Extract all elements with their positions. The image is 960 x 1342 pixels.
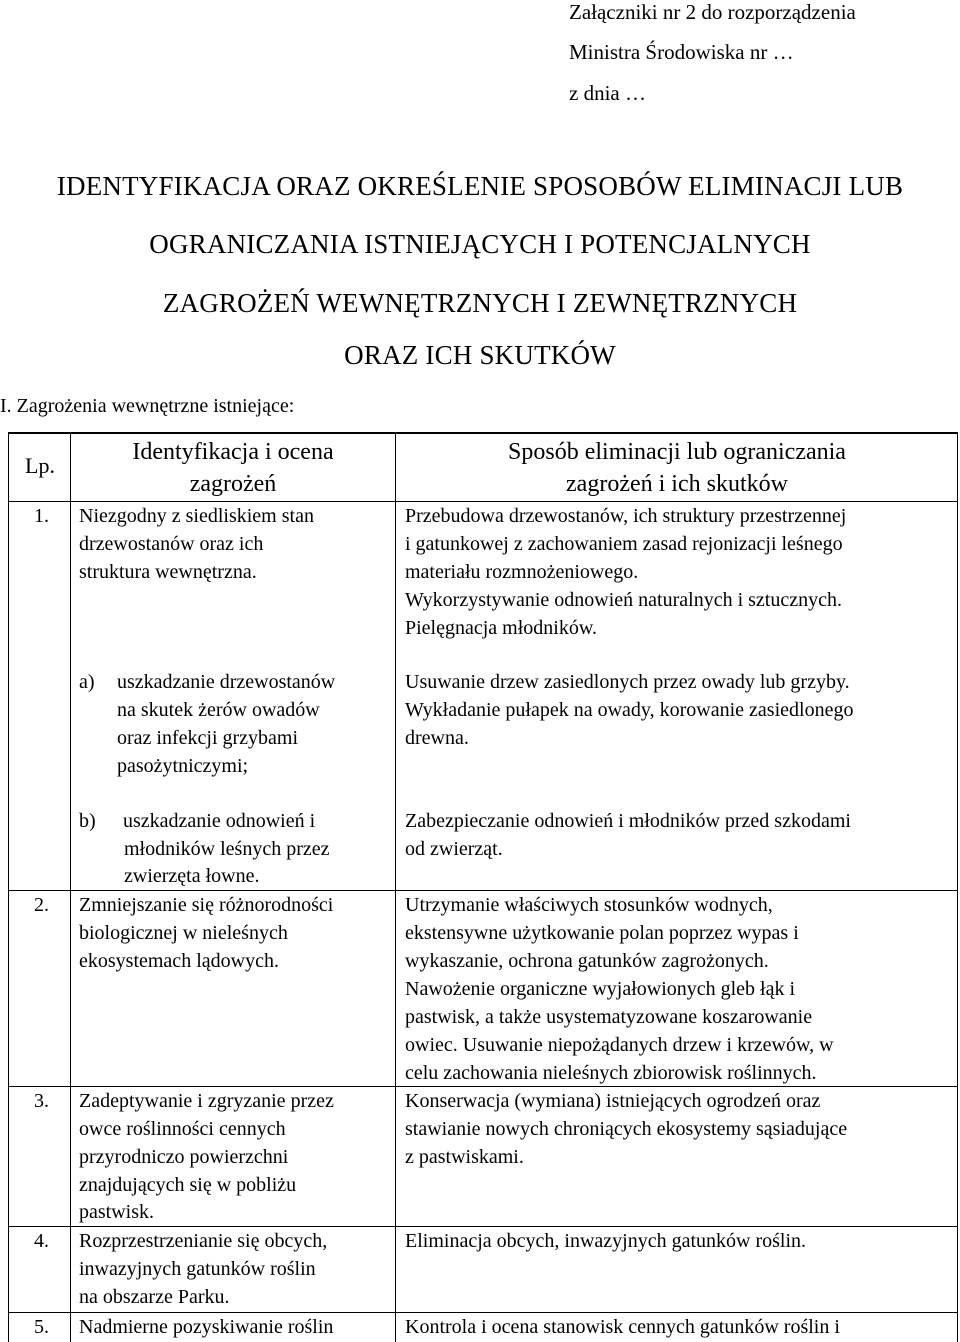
column-header-threat [72, 436, 394, 500]
row-1-number: 1. [34, 505, 49, 527]
title-line-4: ORAZ ICH SKUTKÓW [344, 340, 616, 370]
column-header-lp: Lp. [25, 453, 55, 478]
column-header-threat-line-2: zagrożeń [189, 471, 277, 497]
row-1-measure-line: Wykorzystywanie odnowień naturalnych i sztucznych. [405, 589, 842, 611]
row-3-threat-line: znajdujących się w pobliżu [79, 1174, 297, 1196]
column-header-measure-line-2: zagrożeń i ich skutków [566, 471, 788, 497]
row-2-measure-line: pastwisk, a także usystematyzowane koszarowanie [405, 1006, 813, 1028]
row-3-threat-line: owce roślinności cennych [79, 1118, 286, 1140]
row-4-measure [405, 1227, 806, 1255]
row-1-measure [405, 502, 846, 642]
row-1a-measure-line: Wykładanie pułapek na owady, korowanie zasiedlonego [405, 699, 854, 721]
row-1b-threat-line: młodników leśnych przez [124, 838, 330, 860]
row-1b-measure [405, 807, 851, 863]
row-2-number: 2. [34, 894, 49, 916]
row-1b-threat-line: uszkadzanie odnowień i [123, 810, 316, 832]
row-3-threat-line: przyrodniczo powierzchni [79, 1146, 289, 1168]
row-2-measure-line: Utrzymanie właściwych stosunków wodnych, [405, 894, 773, 916]
row-3-threat-line: Zadeptywanie i zgryzanie przez [79, 1090, 334, 1112]
row-1b-measure-line: od zwierząt. [405, 838, 503, 860]
row-2-threat-line: Zmniejszanie się różnorodności [79, 894, 334, 916]
row-1-threat [79, 502, 314, 586]
row-3-threat-line: pastwisk. [79, 1201, 154, 1223]
row-1b-letter: b) [79, 810, 96, 832]
row-1a-measure-line: Usuwanie drzew zasiedlonych przez owady lub grzyby. [405, 671, 850, 693]
row-5-measure [405, 1313, 840, 1341]
row-2-measure-line: ekstensywne użytkowanie polan poprzez wypas i [405, 922, 799, 944]
section-heading: I. Zagrożenia wewnętrzne istniejące: [0, 395, 295, 417]
row-2-measure-line: owiec. Usuwanie niepożądanych drzew i krzewów, w [405, 1034, 834, 1056]
row-3-threat [79, 1087, 334, 1225]
row-1b-measure-line: Zabezpieczanie odnowień i młodników przed szkodami [405, 810, 851, 832]
row-1b-threat [123, 807, 330, 889]
row-1b-threat-line: zwierzęta łowne. [124, 865, 260, 887]
row-3-measure [405, 1087, 847, 1171]
row-1-threat-line: drzewostanów oraz ich [79, 533, 264, 555]
column-header-measure-line-1: Sposób eliminacji lub ograniczania [508, 439, 846, 465]
row-1a-threat [117, 668, 335, 780]
title-line-2: OGRANICZANIA ISTNIEJĄCYCH I POTENCJALNYCH [149, 229, 811, 259]
row-2-threat-line: biologicznej w nieleśnych [79, 922, 288, 944]
row-1a-letter: a) [79, 671, 95, 693]
row-4-threat-line: Rozprzestrzenianie się obcych, [79, 1230, 328, 1252]
row-2-measure-line: celu zachowania nieleśnych zbiorowisk roślinnych. [405, 1062, 817, 1084]
row-3-measure-line: Konserwacja (wymiana) istniejących ogrodzeń oraz [405, 1090, 821, 1112]
row-1a-measure-line: drewna. [405, 727, 469, 749]
row-1-measure-line: Przebudowa drzewostanów, ich struktury przestrzennej [405, 505, 847, 527]
title-line-3: ZAGROŻEŃ WEWNĘTRZNYCH I ZEWNĘTRZNYCH [162, 288, 798, 318]
header-line-1: Załączniki nr 2 do rozporządzenia [569, 0, 856, 24]
row-4-number: 4. [34, 1230, 49, 1252]
row-1-measure-line: Pielęgnacja młodników. [405, 617, 597, 639]
row-2-measure-line: wykaszanie, ochrona gatunków zagrożonych. [405, 950, 769, 972]
column-header-measure [397, 436, 957, 500]
row-4-threat [79, 1227, 327, 1311]
row-5-number: 5. [34, 1316, 49, 1338]
row-3-measure-line: z pastwiskami. [405, 1146, 524, 1168]
row-5-measure-line: Kontrola i ocena stanowisk cennych gatunków roślin i [405, 1316, 840, 1338]
row-2-measure [405, 891, 834, 1087]
header-line-2: Ministra Środowiska nr … [569, 40, 794, 64]
header-line-3: z dnia … [569, 81, 646, 105]
row-3-measure-line: stawianie nowych chroniących ekosystemy sąsiadujące [405, 1118, 848, 1140]
row-1a-threat-line: na skutek żerów owadów [117, 699, 320, 721]
row-1-threat-line: struktura wewnętrzna. [79, 561, 257, 583]
row-4-measure-line: Eliminacja obcych, inwazyjnych gatunków roślin. [405, 1230, 807, 1252]
row-2-threat [79, 891, 333, 975]
row-3-number: 3. [34, 1090, 49, 1112]
row-4-threat-line: na obszarze Parku. [79, 1286, 230, 1308]
row-5-threat [79, 1313, 333, 1341]
row-4-threat-line: inwazyjnych gatunków roślin [79, 1258, 316, 1280]
row-1-measure-line: materiału rozmnożeniowego. [405, 561, 639, 583]
row-1a-threat-line: oraz infekcji grzybami [117, 727, 299, 749]
row-1-threat-line: Niezgodny z siedliskiem stan [79, 505, 314, 527]
row-1a-threat-line: pasożytniczymi; [117, 755, 249, 777]
row-2-measure-line: Nawożenie organiczne wyjałowionych gleb łąk i [405, 978, 796, 1000]
row-2-threat-line: ekosystemach lądowych. [79, 950, 279, 972]
title-line-1: IDENTYFIKACJA ORAZ OKREŚLENIE SPOSOBÓW ELIMINACJI LUB [56, 171, 904, 201]
row-1a-threat-line: uszkadzanie drzewostanów [117, 671, 336, 693]
column-header-threat-line-1: Identyfikacja i ocena [132, 439, 334, 465]
row-1a-measure [405, 668, 853, 752]
row-1-measure-line: i gatunkowej z zachowaniem zasad rejonizacji leśnego [405, 533, 843, 555]
row-5-threat-line: Nadmierne pozyskiwanie roślin [79, 1316, 334, 1338]
